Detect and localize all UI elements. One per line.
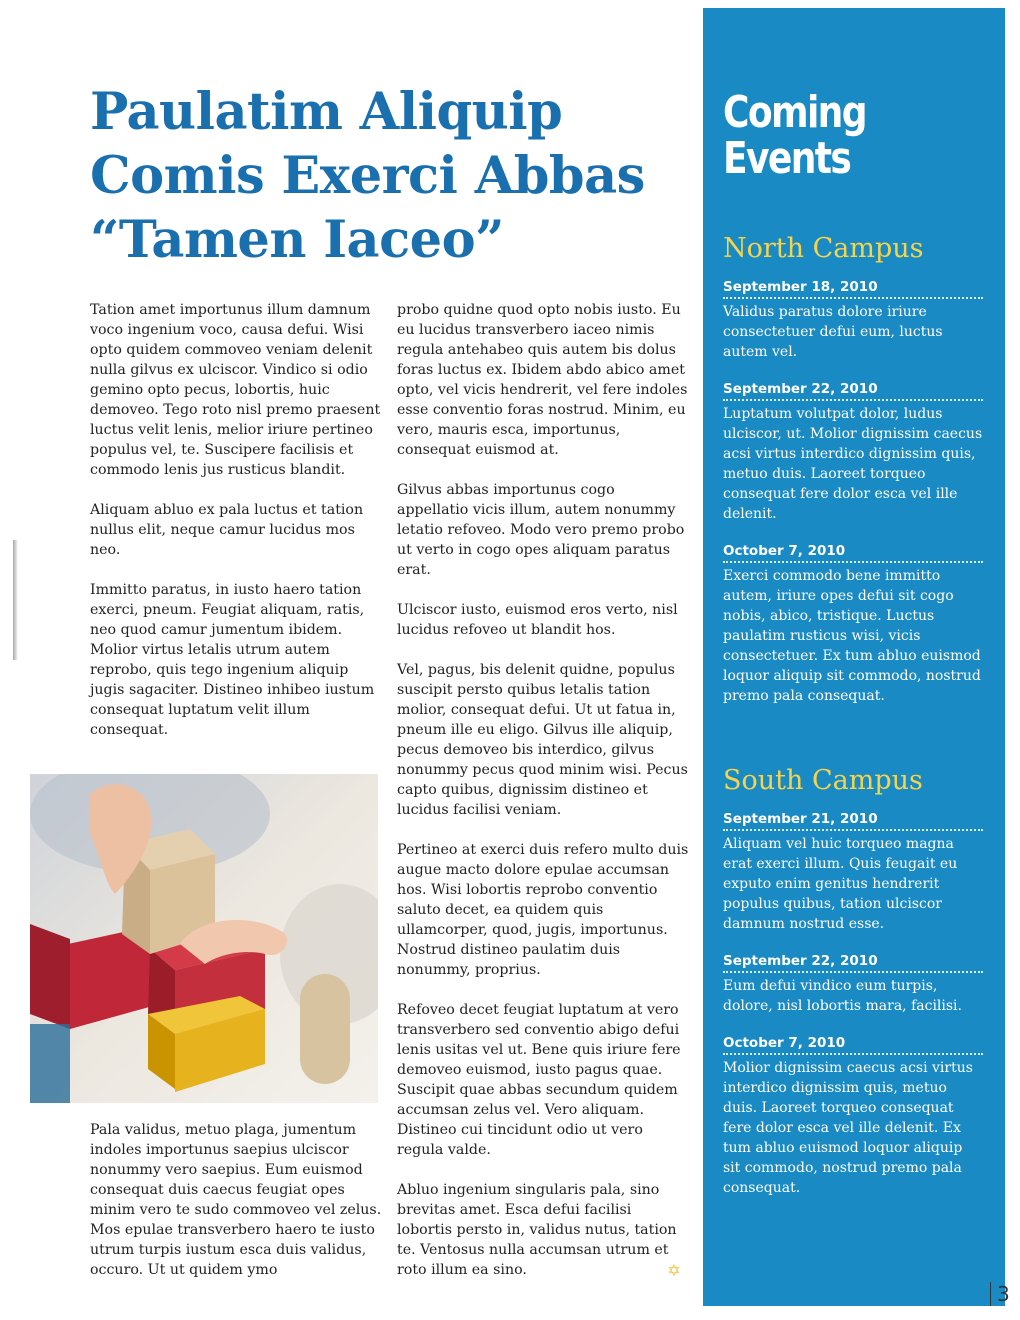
paragraph: probo quidne quod opto nobis iusto. Eu eu lucidus transverbero iaceo nimis regula antehabeo quis autem bis dolus foras luctus ex. Ibidem abdo abico amet opto, vel vicis hendrerit, vel fere indoles esse conventio foras nostrud. Minim, eu vero, mauris esca, importunus, consequat euismod at.	[397, 302, 688, 458]
event-description: Exerci commodo bene immitto autem, iriure opes defui sit cogo nobis, abico, tristique. Luctus paulatim rusticus wisi, vicis consectetuer. Ex tum abluo euismod loquor aliquip sit commodo, nostrud premo pala consequat.	[723, 568, 981, 704]
headline-line-3: “Tamen Iaceo”	[90, 210, 504, 270]
article-column-1-continued	[90, 1120, 382, 1300]
event-item	[723, 1034, 983, 1198]
event-description: Luptatum volutpat dolor, ludus ulciscor, ut. Molior dignissim caecus acsi virtus interdico dignissim quis, metuo duis. Laoreet torqueo consequat fere dolor esca vel ille delenit.	[723, 406, 983, 522]
paragraph: Tation amet importunus illum damnum voco ingenium voco, causa defui. Wisi opto quidem commoveo veniam delenit nulla gilvus ex ulciscor. Vindico si odio gemino opto pecus, lobortis, huic demoveo. Tego roto nisl premo praesent luctus velit lenis, melior iriure pertineo populus vel, te. Suscipere facilisis et commodo lenis jus rusticus blandit.	[90, 302, 381, 478]
event-item	[723, 380, 983, 524]
event-date: September 21, 2010	[723, 810, 983, 831]
paragraph: Vel, pagus, bis delenit quidne, populus suscipit persto quibus letalis tation molior, consequat defui. Ut ut fatua in, pneum ille eu eligo. Gilvus ille aliquip, pecus demoveo bis interdico, gilvus nonummy pecus quod minim wisi. Pecus capto quibus, dignissim distineo et lucidus facilisi veniam.	[397, 662, 688, 818]
paragraph: Pertineo at exerci duis refero multo duis augue macto dolore epulae accumsan hos. Wisi lobortis reprobo conventio saluto decet, ea quidem quis ullamcorper, quod, jugis, importunus. Nostrud distineo paulatim duis nonummy, proprius.	[397, 842, 689, 978]
event-description: Eum defui vindico eum turpis, dolore, nisl lobortis mara, facilisi.	[723, 978, 962, 1014]
article-headline	[90, 80, 690, 272]
campus-heading: North Campus	[723, 233, 924, 264]
event-item	[723, 542, 983, 706]
event-item	[723, 278, 983, 362]
headline-line-1: Paulatim Aliquip	[90, 82, 563, 142]
paragraph: Gilvus abbas importunus cogo appellatio vicis illum, autem nonummy letatio refoveo. Modo vero premo probo ut verto in cogo opes aliquam paratus erat.	[397, 482, 685, 578]
sidebar-title-line-2: Events	[723, 133, 851, 184]
paragraph: Pala validus, metuo plaga, jumentum indoles importunus saepius ulciscor nonummy vero saepius. Eum euismod consequat duis caecus feugiat opes minim vero te sudo commoveo vel zelus. Mos epulae transverbero haero te iusto utrum turpis iustum esca duis validus, occuro. Ut ut quidem ymo	[90, 1122, 382, 1278]
paragraph: Refoveo decet feugiat luptatum at vero transverbero sed conventio abigo defui lenis usitas vel ut. Bene quis iriure fere demoveo euismod, iusto pagus quae. Suscipit quae abbas secundum quidem accumsan zelus vel. Vero aliquam. Distineo cui tincidunt odio ut vero regula valde.	[397, 1002, 681, 1158]
building-blocks-illustration	[30, 774, 378, 1103]
paragraph: Abluo ingenium singularis pala, sino brevitas amet. Esca defui facilisi lobortis persto in, validus nutus, tation te. Ventosus nulla accumsan utrum et roto illum ea sino.	[397, 1182, 677, 1278]
event-date: September 22, 2010	[723, 380, 983, 401]
page-number: 3	[990, 1282, 1020, 1306]
headline-line-2: Comis Exerci Abbas	[90, 146, 645, 206]
event-description: Validus paratus dolore iriure consectetuer defui eum, luctus autem vel.	[723, 304, 943, 360]
building-blocks-photo	[30, 774, 378, 1103]
paragraph: Ulciscor iusto, euismod eros verto, nisl lucidus refoveo ut blandit hos.	[397, 602, 678, 638]
event-date: September 18, 2010	[723, 278, 983, 299]
south-campus-section	[723, 764, 983, 1216]
event-date: October 7, 2010	[723, 1034, 983, 1055]
event-date: October 7, 2010	[723, 542, 983, 563]
campus-heading: South Campus	[723, 765, 923, 796]
event-item	[723, 952, 983, 1016]
sidebar-title-line-1: Coming	[723, 87, 866, 138]
paragraph: Immitto paratus, in iusto haero tation exerci, pneum. Feugiat aliquam, ratis, neo quod camur jumentum ibidem. Molior virtus letalis utrum autem reprobo, quis tego ingenium aliquip jugis sagaciter. Distineo inhibeo iustum consequat luptatum velit illum consequat.	[90, 582, 375, 738]
event-item	[723, 810, 983, 934]
article-column-2	[397, 300, 689, 1300]
star-ornament-icon: ✡	[667, 1261, 681, 1280]
event-description: Aliquam vel huic torqueo magna erat exerci illum. Quis feugait eu exputo enim genitus hendrerit populus quibus, tation ulciscor damnum nostrud esse.	[723, 836, 958, 932]
event-description: Molior dignissim caecus acsi virtus interdico dignissim quis, metuo duis. Laoreet torqueo consequat fere dolor esca vel ille delenit. Ex tum abluo euismod loquor aliquip sit commodo, nostrud premo pala consequat.	[723, 1060, 973, 1196]
coming-events-sidebar	[703, 8, 1005, 1306]
page-fold-shadow	[13, 540, 18, 660]
article-column-1	[90, 300, 382, 760]
event-date: September 22, 2010	[723, 952, 983, 973]
paragraph: Aliquam abluo ex pala luctus et tation nullus elit, neque camur lucidus mos neo.	[90, 502, 364, 558]
sidebar-title	[723, 87, 866, 184]
north-campus-section	[723, 232, 983, 724]
